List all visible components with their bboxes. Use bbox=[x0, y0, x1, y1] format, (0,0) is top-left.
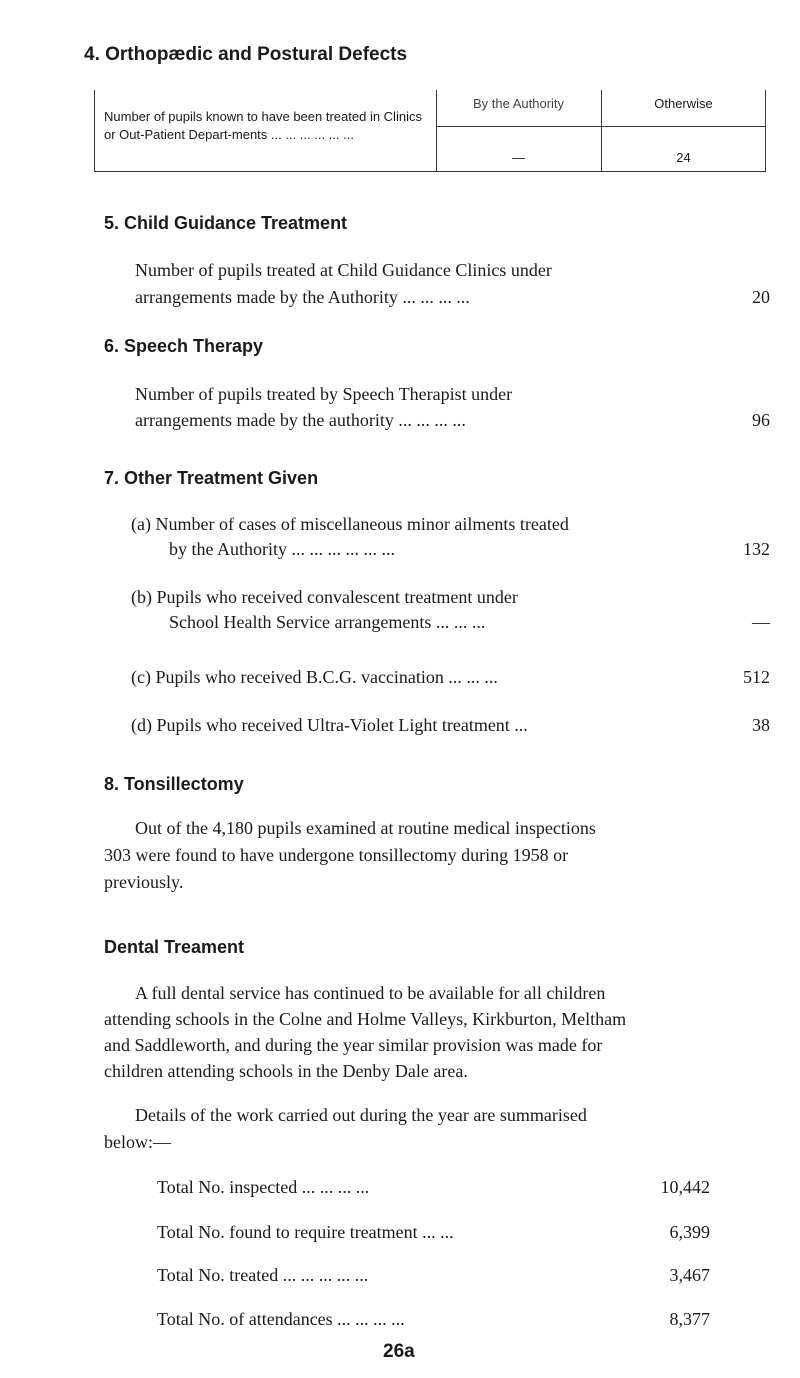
column-header-otherwise: Otherwise bbox=[654, 96, 713, 111]
item-b-value: — bbox=[752, 612, 770, 632]
item-c-line: (c) Pupils who received B.C.G. vaccination ... ... ... bbox=[131, 667, 498, 687]
total-label: Total No. treated ... ... ... ... ... bbox=[157, 1265, 369, 1285]
total-label: Total No. inspected ... ... ... ... bbox=[157, 1177, 370, 1197]
table-rule bbox=[94, 171, 766, 172]
section-4-title: 4. Orthopædic and Postural Defects bbox=[84, 44, 408, 65]
orthopaedic-table bbox=[94, 86, 766, 172]
total-value: 8,377 bbox=[669, 1309, 710, 1329]
section-6-text-line: Number of pupils treated by Speech Therapist under bbox=[135, 384, 513, 404]
total-row bbox=[157, 1177, 710, 1198]
section-6-text-line: arrangements made by the authority ... ... ... ... bbox=[135, 410, 466, 430]
item-b-line: (b) Pupils who received convalescent treatment under bbox=[131, 587, 518, 607]
section-5-title: 5. Child Guidance Treatment bbox=[104, 213, 348, 233]
total-value: 6,399 bbox=[669, 1222, 710, 1242]
item-a-line: by the Authority ... ... ... ... ... ... bbox=[169, 539, 395, 559]
dental-paragraph-line: and Saddleworth, and during the year similar provision was made for bbox=[104, 1035, 603, 1055]
section-6-title: 6. Speech Therapy bbox=[104, 336, 264, 356]
item-d-value: 38 bbox=[752, 715, 770, 735]
total-label: Total No. found to require treatment ... ... bbox=[157, 1222, 454, 1242]
section-8-text-line: Out of the 4,180 pupils examined at routine medical inspections bbox=[135, 818, 596, 838]
dental-paragraph-line: Details of the work carried out during the year are summarised bbox=[135, 1105, 587, 1125]
section-6-value: 96 bbox=[752, 410, 770, 430]
section-8-text-line: 303 were found to have undergone tonsillectomy during 1958 or bbox=[104, 845, 569, 865]
section-5-text-line: Number of pupils treated at Child Guidance Clinics under bbox=[135, 260, 552, 280]
section-5-value: 20 bbox=[752, 287, 770, 307]
dental-paragraph-line: A full dental service has continued to be available for all children bbox=[135, 983, 606, 1003]
total-row bbox=[157, 1309, 710, 1330]
item-a-value: 132 bbox=[743, 539, 770, 559]
page-number: 26a bbox=[383, 1341, 415, 1362]
item-a-line: (a) Number of cases of miscellaneous minor ailments treated bbox=[131, 514, 569, 534]
total-label: Total No. of attendances ... ... ... ... bbox=[157, 1309, 405, 1329]
section-8-text-line: previously. bbox=[104, 872, 184, 892]
cell-otherwise-value: 24 bbox=[676, 150, 691, 165]
cell-authority-value: — bbox=[512, 150, 525, 165]
table-border-left bbox=[94, 90, 95, 172]
section-7-title: 7. Other Treatment Given bbox=[104, 468, 319, 488]
dental-paragraph-line: attending schools in the Colne and Holme Valleys, Kirkburton, Meltham bbox=[104, 1009, 627, 1029]
item-b-line: School Health Service arrangements ... ... ... bbox=[169, 612, 486, 632]
total-value: 3,467 bbox=[669, 1265, 710, 1285]
column-header-authority: By the Authority bbox=[472, 96, 565, 111]
table-rule bbox=[436, 126, 766, 127]
dental-paragraph-line: children attending schools in the Denby Dale area. bbox=[104, 1061, 468, 1081]
dental-title: Dental Treament bbox=[104, 937, 245, 957]
total-value: 10,442 bbox=[660, 1177, 710, 1197]
dental-paragraph-line: below:— bbox=[104, 1132, 171, 1152]
section-5-text-line: arrangements made by the Authority ... ... ... ... bbox=[135, 287, 470, 307]
total-row bbox=[157, 1265, 710, 1286]
item-c-value: 512 bbox=[743, 667, 770, 687]
section-8-title: 8. Tonsillectomy bbox=[104, 774, 244, 794]
total-row bbox=[157, 1222, 710, 1243]
item-d-line: (d) Pupils who received Ultra-Violet Light treatment ... bbox=[131, 715, 528, 735]
table-row-label: Number of pupils known to have been treated in Clinics or Out-Patient Depart-ments ... ... ... ... ... ... bbox=[104, 109, 422, 142]
